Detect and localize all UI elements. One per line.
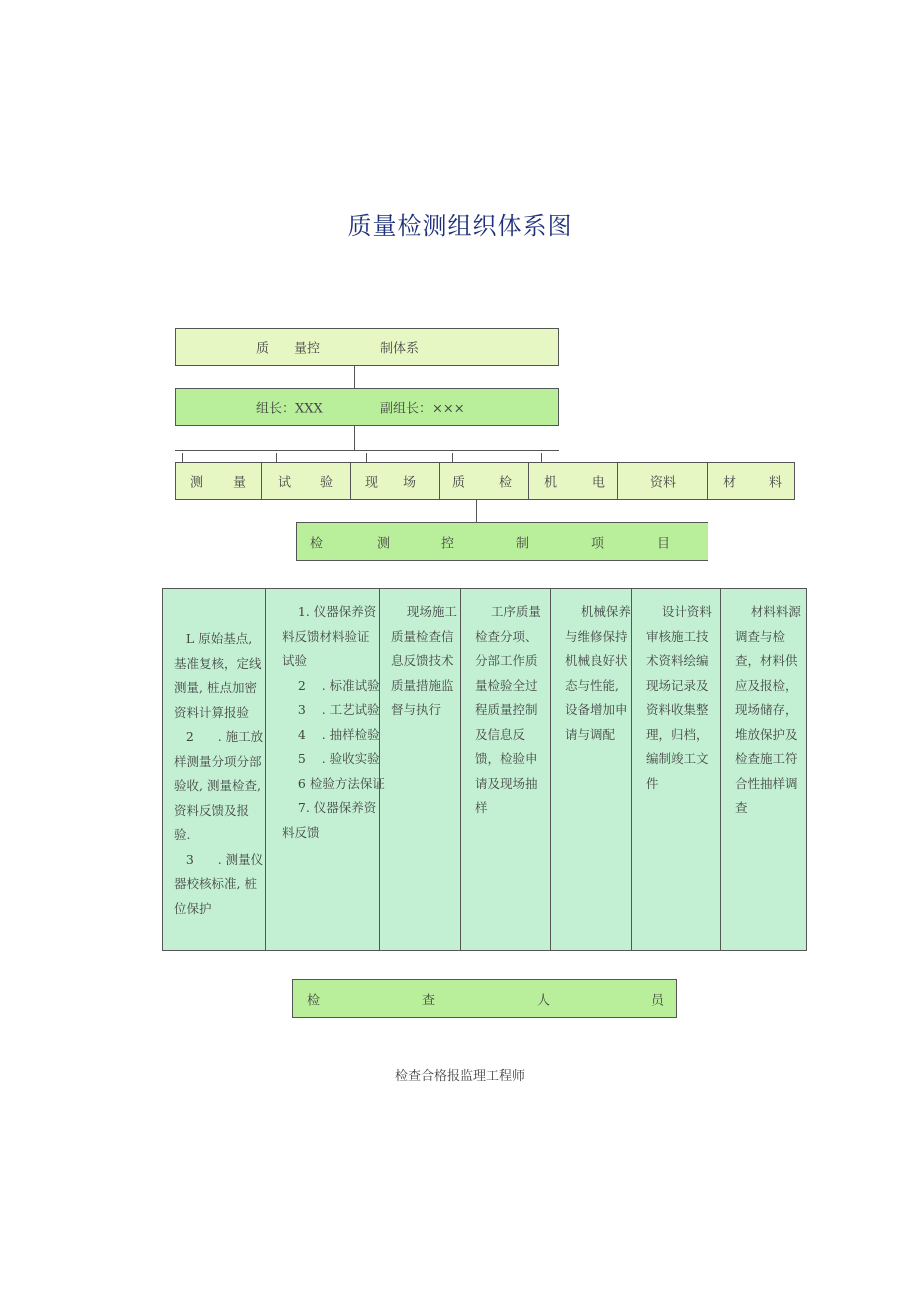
column-line: 督与执行 [391, 702, 442, 717]
qc-label-part-3: 制体系 [380, 341, 420, 357]
branch-tick-3 [366, 453, 367, 462]
column-line: 3 . 测量仪 [174, 851, 264, 867]
column-line: 4 . 抽样检验 [282, 726, 380, 742]
column-line: 资料收集整 [646, 702, 709, 717]
column-line: 现场储存， [735, 702, 798, 717]
column-line: 检查分项、 [475, 628, 538, 644]
column-line: 2 . 施工放 [174, 729, 264, 744]
department-survey-label-b: 量 [233, 475, 247, 491]
column-line: 与维修保持 [565, 628, 628, 644]
column-line: 1. 仪器保养资 [282, 604, 377, 619]
project-char-1: 检 [310, 536, 324, 551]
column-line: 现场施工 [391, 604, 457, 619]
column-line: 及信息反 [475, 726, 526, 742]
department-site-label-a: 现 [365, 475, 379, 491]
qc-label-part-2: 量控 [294, 341, 321, 357]
inspectors-char-4: 员 [651, 993, 665, 1008]
deputy-leader-label: 副组长：××× [380, 401, 465, 417]
column-line: 机械良好状 [565, 653, 628, 668]
responsibilities-table [162, 588, 807, 951]
column-line: 查，材料供 [735, 653, 798, 668]
column-line: 审核施工技 [646, 628, 709, 644]
column-line: 质量检查信 [391, 628, 454, 644]
column-line: 验收, 测量检查, [174, 778, 261, 793]
column-test [266, 589, 385, 950]
branch-tick-5 [541, 453, 542, 462]
column-line: 堆放保护及 [735, 726, 798, 742]
column-line: 编制竣工文 [646, 751, 709, 766]
department-quality-inspection [440, 463, 529, 499]
column-line: 查 [735, 800, 748, 815]
quality-control-system-box [175, 328, 559, 366]
department-site-label-b: 场 [403, 475, 417, 491]
department-materials-label-a: 材 [723, 475, 737, 491]
column-line: 5 . 验收实验 [282, 751, 380, 766]
project-char-6: 目 [657, 536, 671, 551]
department-qi-label-b: 检 [499, 475, 513, 491]
column-line: 设计资料 [646, 604, 712, 619]
department-test [262, 463, 351, 499]
inspectors-char-1: 检 [307, 993, 321, 1008]
column-line: 分部工作质 [475, 653, 538, 668]
column-site [380, 589, 461, 950]
project-char-4: 制 [516, 536, 530, 551]
column-line: 资料反馈及报 [174, 802, 250, 818]
branch-tick-2 [276, 453, 277, 462]
column-line: 材料料源 [735, 604, 801, 619]
column-line: 测量, 桩点加密 [174, 680, 257, 695]
column-survey [163, 589, 266, 950]
column-line: 质量措施监 [391, 677, 454, 693]
column-line: 请与调配 [565, 726, 616, 742]
department-materials-label-b: 料 [769, 475, 783, 491]
branch-tick-1 [182, 453, 183, 462]
column-line: 资料计算报验 [174, 704, 250, 720]
column-line: 器校核标准, 桩 [174, 876, 257, 891]
column-line: 馈，检验申 [475, 751, 538, 766]
column-line: 3 . 工艺试验 [282, 702, 380, 717]
project-char-5: 项 [591, 536, 605, 551]
branch-tick-4 [452, 453, 453, 462]
column-line: 量检验全过 [475, 677, 538, 693]
column-line: 现场记录及 [646, 677, 709, 693]
department-survey [176, 463, 262, 499]
column-line: 息反馈技术 [391, 653, 454, 668]
column-line: 6 检验方法保证 [282, 775, 385, 791]
department-site [351, 463, 440, 499]
column-mechanical-electrical [551, 589, 632, 950]
column-materials [721, 589, 808, 950]
branch-bus-line [175, 450, 559, 451]
column-line: 检查施工符 [735, 751, 798, 766]
department-test-label-b: 验 [320, 475, 334, 491]
column-line: 料反馈 [282, 824, 320, 840]
department-documents [618, 463, 708, 499]
inspectors-box [292, 979, 677, 1018]
department-qi-label-a: 质 [452, 475, 466, 491]
column-line: 程质量控制 [475, 702, 538, 717]
leader-label: 组长：XXX [256, 401, 323, 417]
column-documents [632, 589, 721, 950]
column-line: 试验 [282, 653, 308, 668]
column-line: 位保护 [174, 900, 212, 916]
column-line: 样 [475, 800, 488, 815]
column-line: 2 . 标准试验 [282, 677, 380, 693]
column-line: L 原始基点, [174, 631, 253, 646]
project-char-3: 控 [441, 536, 455, 551]
column-line: 验. [174, 827, 191, 842]
column-line: 机械保养 [565, 604, 631, 619]
column-line: 样测量分项分部 [174, 753, 262, 769]
page-title: 质量检测组织体系图 [347, 212, 573, 240]
report-to-supervisor-text: 检查合格报监理工程师 [394, 1069, 525, 1084]
department-survey-label-a: 测 [190, 475, 204, 491]
connector-top-to-leader [354, 366, 355, 388]
department-mechanical-electrical [529, 463, 618, 499]
column-line: 设备增加申 [565, 702, 628, 717]
column-quality-inspection [461, 589, 551, 950]
column-line: 应及报检， [735, 677, 798, 693]
project-char-2: 测 [377, 536, 391, 551]
department-materials [708, 463, 796, 499]
department-me-label-a: 机 [544, 475, 558, 491]
column-line: 态与性能, [565, 677, 619, 693]
connector-departments-to-project [476, 500, 477, 522]
departments-row [175, 462, 795, 500]
column-line: 术资料绘编 [646, 653, 709, 668]
department-test-label-a: 试 [278, 475, 292, 491]
qc-label-part-1: 质 [256, 341, 270, 357]
inspectors-char-3: 人 [537, 993, 551, 1008]
inspectors-char-2: 查 [422, 993, 436, 1008]
column-line: 工序质量 [475, 604, 541, 619]
inspection-control-project-box [296, 522, 708, 561]
department-documents-label: 资料 [650, 475, 677, 491]
column-line: 基准复核，定线 [174, 655, 262, 671]
column-line: 7. 仪器保养资 [282, 800, 377, 815]
leader-box [175, 388, 559, 426]
column-line: 请及现场抽 [475, 775, 538, 791]
column-line: 件 [646, 775, 659, 791]
column-line: 合性抽样调 [735, 775, 798, 791]
department-me-label-b: 电 [592, 475, 606, 491]
column-line: 理，归档， [646, 726, 709, 742]
column-line: 调查与检 [735, 628, 786, 644]
connector-leader-down [354, 426, 355, 450]
column-line: 料反馈材料验证 [282, 628, 370, 644]
